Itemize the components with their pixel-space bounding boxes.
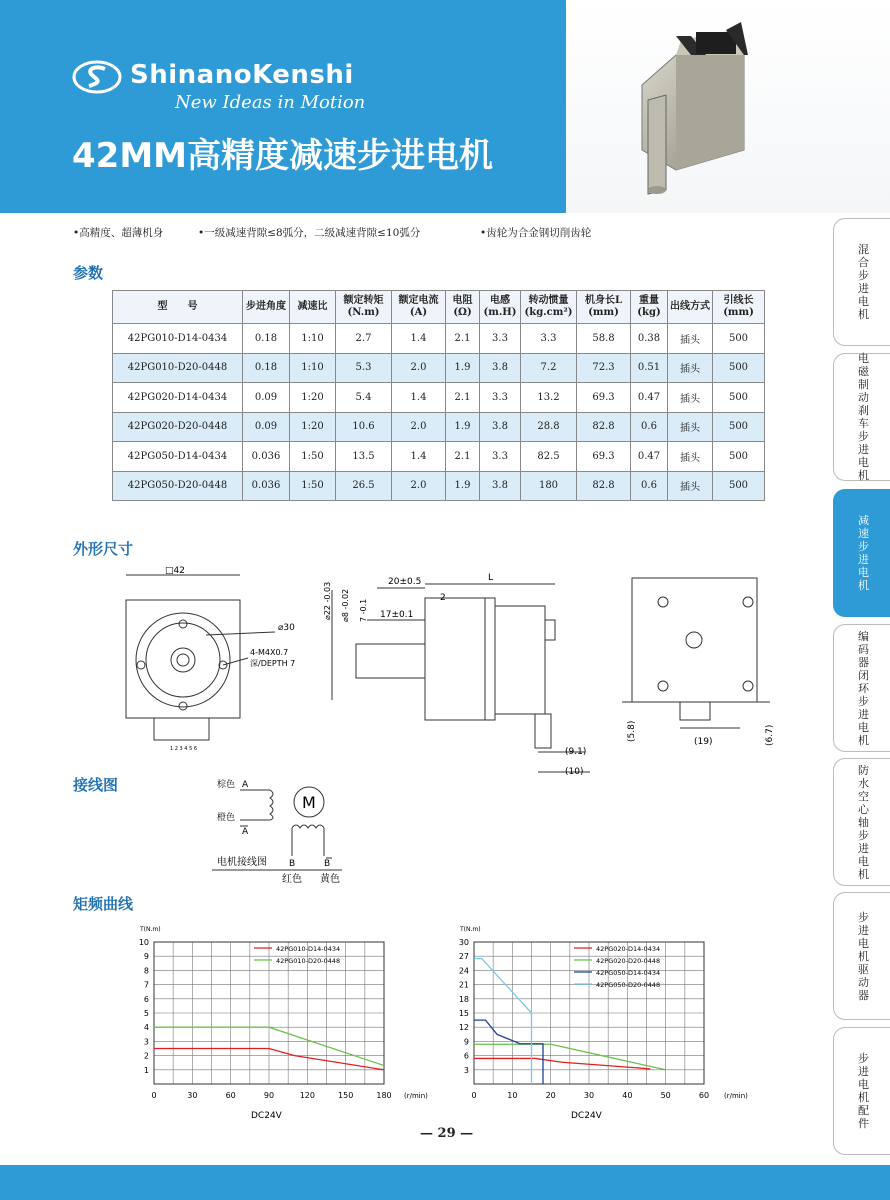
table-cell: 1.9	[446, 471, 480, 501]
series-line	[474, 1020, 543, 1084]
table-cell: 500	[713, 324, 765, 354]
feature-2: •一级减速背隙≤8弧分，二级减速背隙≤10弧分	[198, 227, 421, 239]
x-tick-label: 30	[187, 1091, 198, 1100]
chart-caption: DC24V	[571, 1111, 602, 1121]
table-cell: 2.7	[336, 324, 392, 354]
col-weight: 重量 (kg)	[631, 291, 668, 324]
col-resistance: 电阻 (Ω)	[446, 291, 480, 324]
side-tab-3[interactable]	[833, 489, 890, 617]
table-cell: 1:50	[290, 442, 336, 472]
x-tick-label: 10	[507, 1091, 518, 1100]
y-tick-label: 3	[463, 1065, 469, 1075]
table-cell: 3.3	[480, 383, 521, 413]
col-current: 额定电流 (A)	[392, 291, 446, 324]
table-cell: 5.4	[336, 383, 392, 413]
y-tick-label: 6	[463, 1051, 469, 1061]
label-d19: (19)	[694, 737, 713, 747]
side-tab-7[interactable]	[833, 1027, 890, 1155]
table-cell: 0.51	[631, 353, 668, 383]
y-axis-label: T(N.m)	[460, 926, 481, 933]
table-cell: 42PG020-D20-0448	[113, 412, 243, 442]
spec-table	[112, 290, 765, 501]
side-tab-label: 防水空心轴步进电机	[858, 763, 869, 881]
table-row	[113, 383, 765, 413]
table-cell: 7.2	[521, 353, 577, 383]
table-cell: 13.2	[521, 383, 577, 413]
table-cell: 5.3	[336, 353, 392, 383]
y-tick-label: 30	[458, 938, 469, 947]
table-cell: 13.5	[336, 442, 392, 472]
feature-1: •高精度、超薄机身	[73, 227, 164, 239]
side-tab-label: 减速步进电机	[858, 514, 869, 592]
legend-label: 42PG020-D14-0434	[596, 945, 661, 953]
table-cell: 2.1	[446, 383, 480, 413]
col-model: 型 号	[113, 291, 243, 324]
side-tab-1[interactable]	[833, 218, 890, 346]
x-tick-label: 0	[151, 1091, 157, 1100]
table-cell: 2.0	[392, 471, 446, 501]
table-cell: 28.8	[521, 412, 577, 442]
feature-3: •齿轮为合金钢切削齿轮	[480, 227, 592, 239]
table-cell: 0.47	[631, 383, 668, 413]
table-cell: 0.38	[631, 324, 668, 354]
table-cell: 3.8	[480, 353, 521, 383]
dimension-drawings	[110, 560, 790, 780]
y-tick-label: 24	[458, 966, 469, 976]
y-tick-label: 9	[143, 952, 149, 962]
table-cell: 2.0	[392, 353, 446, 383]
col-step-angle: 步进角度	[243, 291, 290, 324]
table-cell: 42PG050-D20-0448	[113, 471, 243, 501]
section-dimensions-heading: 外形尺寸	[73, 540, 134, 558]
legend-label: 42PG010-D14-0434	[276, 945, 341, 953]
table-cell: 1:10	[290, 324, 336, 354]
table-cell: 82.8	[577, 471, 631, 501]
label-dim2: 2	[440, 593, 446, 603]
table-cell: 0.47	[631, 442, 668, 472]
table-cell: 42PG010-D14-0434	[113, 324, 243, 354]
label-red: 红色	[282, 874, 302, 885]
x-tick-label: 30	[583, 1091, 595, 1100]
y-tick-label: 5	[143, 1009, 149, 1018]
side-tab-label: 步进电机配件	[858, 1052, 869, 1130]
table-cell: 1:20	[290, 412, 336, 442]
table-cell: 69.3	[577, 442, 631, 472]
table-cell: 1:20	[290, 383, 336, 413]
label-dia22: ⌀22 -0.03	[323, 581, 332, 620]
page-title: 42MM高精度减速步进电机	[72, 136, 493, 176]
side-tab-label: 步进电机驱动器	[858, 910, 869, 1002]
table-cell: 1.9	[446, 412, 480, 442]
table-cell: 插头	[668, 442, 713, 472]
table-row	[113, 471, 765, 501]
side-tab-label: 混合步进电机	[858, 243, 869, 321]
label-d91: (9.1)	[565, 747, 587, 757]
table-cell: 58.8	[577, 324, 631, 354]
product-photo	[566, 0, 890, 213]
table-cell: 2.1	[446, 442, 480, 472]
side-tab-label: 编码器闭环步进电机	[858, 629, 869, 747]
section-wiring-heading: 接线图	[73, 776, 119, 794]
page-number: — 29 —	[420, 1126, 474, 1141]
x-tick-label: 90	[263, 1091, 275, 1100]
x-tick-label: 120	[299, 1091, 315, 1100]
y-tick-label: 7	[143, 980, 149, 990]
table-cell: 500	[713, 383, 765, 413]
table-cell: 2.0	[392, 412, 446, 442]
table-cell: 插头	[668, 353, 713, 383]
label-depth: 深/DEPTH 7	[250, 659, 296, 668]
x-tick-label: 0	[471, 1091, 477, 1100]
section-curves-heading: 矩频曲线	[73, 895, 134, 913]
label-pins: 1 2 3 4 5 6	[170, 746, 198, 752]
side-tab-label: 电磁制动刹车步进电机	[858, 352, 869, 482]
label-d67: (6.7)	[765, 724, 775, 746]
label-brown: 棕色	[217, 780, 236, 790]
col-inertia: 转动惯量 (kg.cm²)	[521, 291, 577, 324]
y-axis-label: T(N.m)	[140, 926, 161, 933]
table-cell: 0.09	[243, 383, 290, 413]
brand-name: ShinanoKenshi	[130, 60, 354, 90]
table-cell: 26.5	[336, 471, 392, 501]
table-cell: 插头	[668, 471, 713, 501]
table-cell: 500	[713, 412, 765, 442]
table-cell: 3.3	[521, 324, 577, 354]
y-tick-label: 8	[143, 966, 149, 976]
label-M: M	[302, 793, 316, 812]
header-banner	[0, 0, 566, 213]
label-dimL: L	[488, 573, 494, 583]
table-cell: 1.4	[392, 383, 446, 413]
label-square42: □42	[165, 566, 185, 576]
y-tick-label: 10	[138, 938, 149, 947]
footer-bar	[0, 1165, 890, 1200]
col-inductance: 电感 (m.H)	[480, 291, 521, 324]
table-cell: 插头	[668, 412, 713, 442]
side-tab-2[interactable]	[833, 353, 890, 481]
x-tick-label: 50	[660, 1091, 671, 1100]
legend-label: 42PG050-D14-0434	[596, 969, 661, 977]
col-leadout: 出线方式	[668, 291, 713, 324]
table-cell: 0.6	[631, 471, 668, 501]
label-dim17: 17±0.1	[380, 610, 414, 620]
col-ratio: 减速比	[290, 291, 336, 324]
y-tick-label: 9	[463, 1037, 469, 1047]
table-cell: 0.6	[631, 412, 668, 442]
table-cell: 500	[713, 353, 765, 383]
y-tick-label: 21	[458, 980, 469, 990]
side-tab-4[interactable]	[833, 624, 890, 752]
label-A: A	[242, 780, 249, 790]
table-cell: 82.8	[577, 412, 631, 442]
label-dim20: 20±0.5	[388, 577, 422, 587]
table-cell: 插头	[668, 324, 713, 354]
label-B: B	[289, 859, 296, 869]
label-yellow: 黄色	[320, 874, 340, 885]
table-cell: 82.5	[521, 442, 577, 472]
table-cell: 0.036	[243, 471, 290, 501]
table-cell: 1:50	[290, 471, 336, 501]
col-lead-length: 引线长 (mm)	[713, 291, 765, 324]
table-cell: 500	[713, 442, 765, 472]
legend-label: 42PG010-D20-0448	[276, 957, 341, 965]
y-tick-label: 15	[458, 1009, 469, 1018]
y-tick-label: 3	[143, 1037, 149, 1047]
wiring-diagram	[212, 770, 362, 890]
series-line	[474, 959, 532, 1084]
table-cell: 42PG020-D14-0434	[113, 383, 243, 413]
x-tick-label: 40	[622, 1091, 633, 1100]
table-cell: 0.09	[243, 412, 290, 442]
label-orange: 橙色	[217, 813, 236, 823]
x-tick-label: 60	[225, 1091, 236, 1100]
table-cell: 插头	[668, 383, 713, 413]
table-cell: 3.3	[480, 442, 521, 472]
gear-motor-image	[566, 0, 890, 213]
table-cell: 1.4	[392, 324, 446, 354]
table-cell: 0.18	[243, 324, 290, 354]
chart-caption: DC24V	[251, 1111, 282, 1121]
section-params-heading: 参数	[73, 264, 104, 282]
brand-slogan: New Ideas in Motion	[175, 92, 366, 113]
y-tick-label: 6	[143, 994, 149, 1004]
y-tick-label: 1	[143, 1065, 149, 1075]
label-wiring-caption: 电机接线图	[217, 857, 267, 868]
label-holes: 4-M4X0.7	[250, 648, 289, 657]
side-tab-5[interactable]	[833, 758, 890, 886]
x-tick-label: 20	[545, 1091, 556, 1100]
x-axis-label: (r/min)	[404, 1092, 428, 1100]
y-tick-label: 4	[143, 1023, 149, 1033]
legend-label: 42PG020-D20-0448	[596, 957, 661, 965]
shinano-logo-icon	[72, 60, 122, 94]
label-dia30: ⌀30	[278, 623, 295, 633]
table-header-row	[113, 291, 765, 324]
y-tick-label: 2	[143, 1051, 149, 1061]
table-cell: 72.3	[577, 353, 631, 383]
col-length: 机身长L (mm)	[577, 291, 631, 324]
label-dim7: 7 -0.1	[359, 598, 368, 622]
table-cell: 42PG050-D14-0434	[113, 442, 243, 472]
col-torque: 额定转矩 (N.m)	[336, 291, 392, 324]
table-cell: 10.6	[336, 412, 392, 442]
label-dia8: ⌀8 -0.02	[341, 588, 350, 622]
x-axis-label: (r/min)	[724, 1092, 748, 1100]
table-cell: 3.8	[480, 412, 521, 442]
table-cell: 500	[713, 471, 765, 501]
table-cell: 3.3	[480, 324, 521, 354]
table-row	[113, 412, 765, 442]
y-tick-label: 18	[458, 994, 469, 1004]
table-cell: 0.036	[243, 442, 290, 472]
table-cell: 1.4	[392, 442, 446, 472]
table-cell: 3.8	[480, 471, 521, 501]
x-tick-label: 60	[698, 1091, 710, 1100]
torque-chart-1	[130, 922, 450, 1122]
table-row	[113, 353, 765, 383]
table-row	[113, 442, 765, 472]
table-cell: 42PG010-D20-0448	[113, 353, 243, 383]
legend-label: 42PG050-D20-0448	[596, 981, 661, 989]
y-tick-label: 12	[458, 1023, 469, 1033]
x-tick-label: 150	[338, 1091, 354, 1100]
table-cell: 1.9	[446, 353, 480, 383]
y-tick-label: 27	[458, 952, 469, 962]
label-Bbar: B	[324, 859, 331, 869]
table-row	[113, 324, 765, 354]
table-cell: 2.1	[446, 324, 480, 354]
table-cell: 0.18	[243, 353, 290, 383]
table-cell: 69.3	[577, 383, 631, 413]
torque-chart-2	[450, 922, 790, 1122]
label-d10: (10)	[565, 767, 584, 777]
label-d58: (5.8)	[627, 720, 637, 742]
table-cell: 180	[521, 471, 577, 501]
label-Abar: A	[242, 827, 249, 837]
x-tick-label: 180	[376, 1091, 392, 1100]
table-cell: 1:10	[290, 353, 336, 383]
side-tab-6[interactable]	[833, 892, 890, 1020]
